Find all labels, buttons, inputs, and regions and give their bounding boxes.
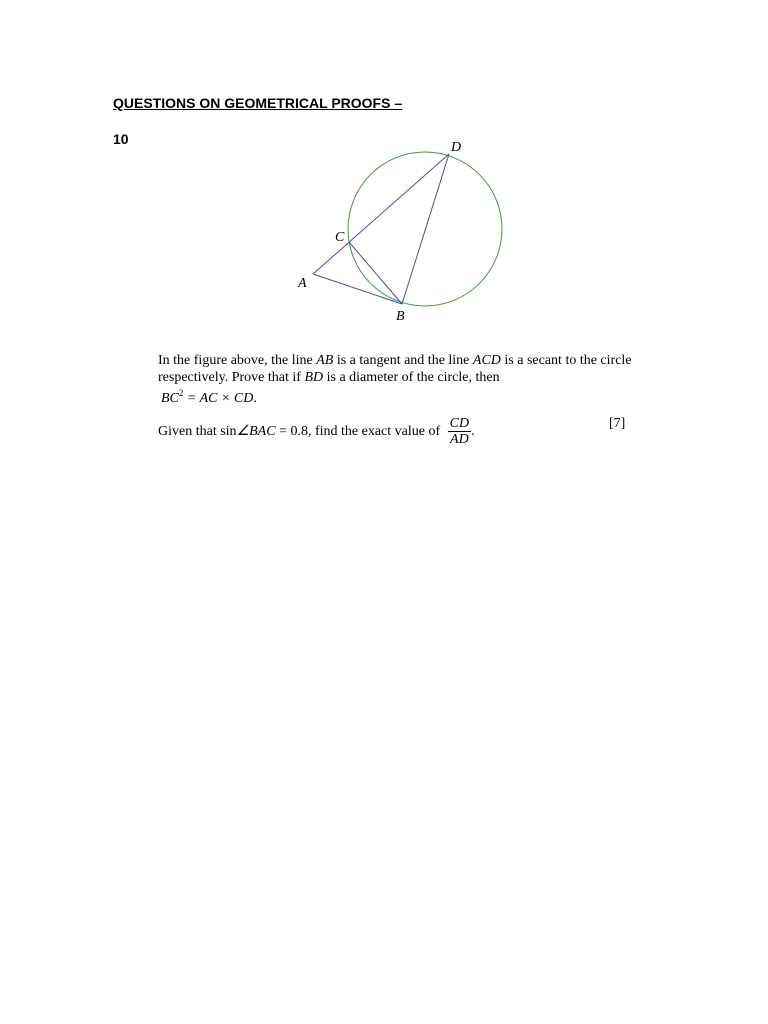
equation-bc-squared: $BC^2$ = AC × CD.	[161, 388, 257, 406]
question-number: 10	[113, 131, 129, 147]
geometry-figure	[0, 0, 768, 330]
marks-badge: [7]	[609, 416, 626, 431]
line-ad	[313, 154, 449, 274]
label-c: C	[335, 230, 345, 245]
given-statement: Given that sin∠BAC = 0.8, find the exact value of $\frac{CD}{AD}$ .	[158, 416, 475, 447]
question-text: In the figure above, the line AB is a tangent and the line ACD is a secant to the circle respectively. Prove that if BD is a diameter of the circle, then	[158, 353, 632, 385]
label-b: B	[396, 309, 405, 324]
figure-lines	[313, 154, 449, 304]
page-title: QUESTIONS ON GEOMETRICAL PROOFS –	[113, 95, 403, 111]
fraction-cd-over-ad: $\frac{CD}{AD}$	[449, 416, 470, 447]
line-bd	[402, 154, 449, 304]
label-a: A	[298, 276, 307, 291]
label-d: D	[451, 140, 462, 155]
